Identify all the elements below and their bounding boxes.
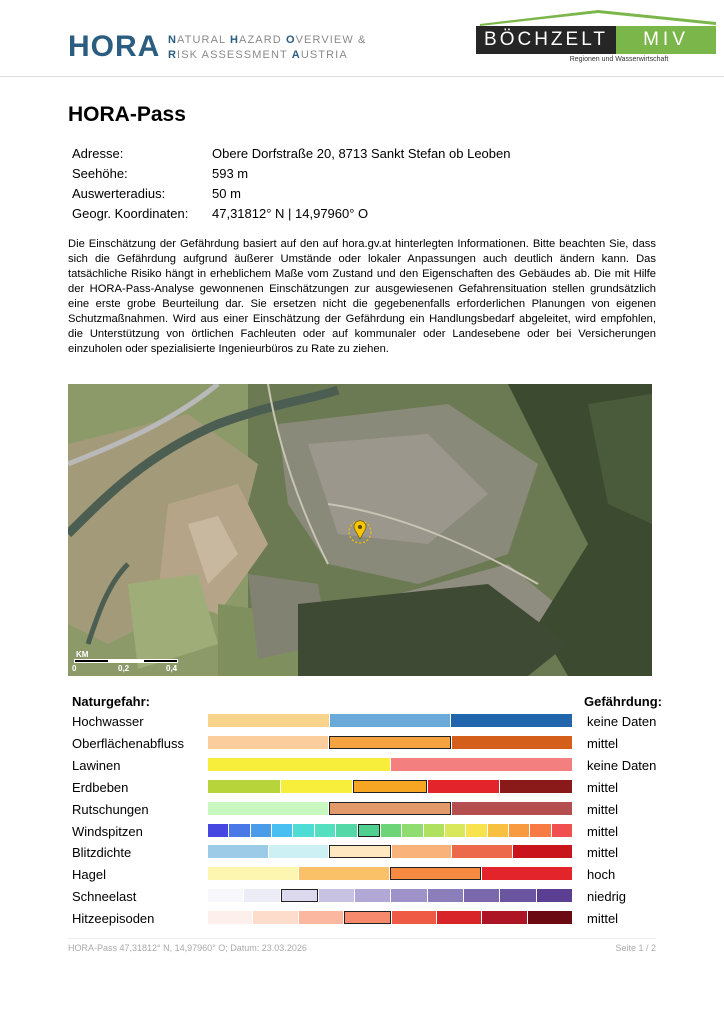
header-divider	[0, 76, 724, 77]
hazard-name: Hitzeepisoden	[72, 911, 155, 927]
hazard-scale-bar	[208, 780, 572, 793]
hazard-scale-segment	[402, 824, 422, 837]
hazard-level: mittel	[587, 779, 619, 795]
map-scale-bar	[74, 659, 178, 663]
hazard-scale-segment	[208, 845, 268, 858]
hazard-scale-segment	[528, 911, 572, 924]
hazard-name: Windspitzen	[72, 823, 143, 839]
page-title: HORA-Pass	[68, 103, 186, 126]
hazard-name: Schneelast	[72, 889, 137, 905]
hazard-scale-segment	[537, 889, 572, 902]
hazard-scale-segment	[244, 889, 279, 902]
hora-subtitle-part: USTRIA	[300, 49, 348, 61]
hazard-scale-segment	[208, 736, 328, 749]
disclaimer-text: Die Einschätzung der Gefährdung basiert auf den auf hora.gv.at hinterlegten Informationen. Bitte beachten Sie, dass sich die Gefährdung aufgrund äußerer Umstände oder lokaler Anpassungen auch deutlich ändern kann. Das tatsächliche Risiko hängt in erheblichem Maße vom Zustand und den Eigenschaften des Gebäudes ab. Die mit Hilfe der HORA-Pass-Analyse gewonnenen Einschätzungen zur ausgewiesenen Gefahrensituation stellen grundsätzlich eine erste grobe Beurteilung dar. Sie ersetzen nicht die gegebenenfalls erforderlichen Planungen von eigenen Schutzmaßnahmen. Wird aus einer Einschätzung der Gefährdung ein Handlungsbedarf abgeleitet, wird empfohlen, die Unterstützung von örtlichen Fachleuten oder auf kommunaler oder Landesebene oder bei Versicherungen einzuholen oder spezialisierte Ingenieurbüros zu Rate zu ziehen.	[68, 238, 656, 355]
hazard-scale-segment	[466, 824, 486, 837]
hora-subtitle-part: VERVIEW &	[295, 34, 367, 46]
hazard-level: mittel	[587, 823, 619, 839]
hazard-scale-segment	[391, 889, 426, 902]
hazard-level: hoch	[587, 867, 616, 883]
hora-subtitle-part: N	[168, 34, 178, 46]
hazard-scale-segment-selected	[390, 867, 482, 880]
hazard-scale-segment	[319, 889, 354, 902]
hora-subtitle-part: ATURAL	[177, 34, 230, 46]
hazard-name: Oberflächenabfluss	[72, 735, 185, 751]
hazard-scale-bar	[208, 867, 572, 880]
hazard-scale-segment-selected	[281, 889, 318, 902]
hazard-level: keine Daten	[587, 714, 657, 729]
partner-logo	[474, 8, 718, 70]
hora-subtitle-line1	[168, 33, 366, 48]
info-value-coordinates: 47,31812° N | 14,97960° O	[212, 206, 369, 221]
hazard-scale-segment	[208, 802, 328, 815]
roof-icon	[480, 8, 716, 26]
hazard-scale-segment	[251, 824, 271, 837]
hazard-scale-segment	[381, 824, 401, 837]
hazard-header-left: Naturgefahr:	[72, 694, 151, 709]
hazard-name: Blitzdichte	[72, 845, 132, 861]
hazard-scale-segment	[315, 824, 335, 837]
hazard-scale-bar	[208, 802, 572, 815]
hazard-scale-segment-selected	[353, 780, 427, 793]
hazard-scale-bar	[208, 758, 572, 771]
hazard-scale-segment	[452, 736, 572, 749]
hazard-level: mittel	[587, 735, 619, 751]
hazard-scale-bar	[208, 911, 572, 924]
hora-subtitle-part: O	[285, 34, 296, 46]
footer-divider	[68, 938, 656, 939]
hazard-scale-segment-selected	[329, 845, 391, 858]
hazard-scale-bar	[208, 714, 572, 727]
hazard-scale-segment	[336, 824, 356, 837]
info-key-radius: Auswerteradius:	[72, 186, 166, 201]
hazard-scale-bar	[208, 824, 572, 837]
hazard-scale-segment	[299, 911, 343, 924]
footer-page-number: Seite 1 / 2	[615, 943, 656, 953]
hazard-scale-segment	[330, 714, 451, 727]
partner-name-right: MIV	[616, 26, 716, 54]
hora-subtitle-part: AZARD	[239, 34, 286, 46]
info-key-address: Adresse:	[72, 146, 124, 161]
hazard-name: Erdbeben	[72, 779, 129, 795]
satellite-map[interactable]	[68, 384, 652, 676]
hazard-scale-segment	[392, 911, 436, 924]
hazard-scale-segment	[552, 824, 572, 837]
hazard-scale-segment	[299, 867, 389, 880]
hazard-scale-segment	[208, 911, 252, 924]
map-scale-tick-1: 0,2	[118, 664, 130, 673]
hazard-scale-segment	[269, 845, 329, 858]
info-value-elevation: 593 m	[212, 166, 249, 181]
partner-name-left: BÖCHZELT	[476, 26, 616, 54]
hora-subtitle-part: R	[168, 49, 178, 61]
hazard-scale-bar	[208, 736, 572, 749]
hora-subtitle-part: ISK ASSESSMENT	[177, 49, 292, 61]
hazard-level: niedrig	[587, 889, 627, 905]
hazard-level: mittel	[587, 801, 619, 817]
hazard-scale-segment	[208, 780, 280, 793]
hazard-name: Lawinen	[72, 757, 121, 773]
hazard-scale-segment	[208, 758, 390, 771]
hazard-scale-segment	[428, 780, 500, 793]
hazard-scale-segment	[208, 714, 329, 727]
hazard-scale-segment-selected	[358, 824, 380, 837]
hazard-scale-segment	[488, 824, 508, 837]
hora-logo: HORA	[68, 30, 161, 63]
hazard-scale-segment	[208, 889, 243, 902]
hazard-scale-segment-selected	[344, 911, 390, 924]
hazard-scale-segment	[424, 824, 444, 837]
hazard-scale-segment	[482, 867, 572, 880]
hazard-scale-segment	[253, 911, 297, 924]
hazard-scale-segment	[500, 889, 535, 902]
partner-tagline: Regionen und Wasserwirtschaft	[569, 56, 669, 63]
hora-subtitle-part: A	[291, 49, 301, 61]
hazard-scale-segment	[509, 824, 529, 837]
hazard-scale-segment	[391, 758, 573, 771]
hazard-scale-segment	[229, 824, 249, 837]
hazard-scale-segment-selected	[329, 736, 451, 749]
hazard-scale-segment	[500, 780, 572, 793]
hazard-scale-segment	[482, 911, 526, 924]
hazard-scale-bar	[208, 845, 572, 858]
info-key-coordinates: Geogr. Koordinaten:	[72, 206, 189, 221]
hazard-scale-segment	[437, 911, 481, 924]
hazard-header-right: Gefährdung:	[584, 694, 662, 709]
hazard-scale-segment	[281, 780, 353, 793]
hora-subtitle-part: H	[229, 34, 240, 46]
hazard-scale-segment	[208, 824, 228, 837]
hazard-level: keine Daten	[587, 757, 657, 773]
hazard-name: Hochwasser	[72, 714, 144, 729]
hazard-name: Rutschungen	[72, 801, 149, 817]
hazard-scale-segment	[452, 845, 512, 858]
hora-subtitle	[168, 33, 366, 63]
map-scale-tick-2: 0,4	[166, 664, 178, 673]
hazard-scale-segment	[530, 824, 550, 837]
hazard-name: Hagel	[72, 867, 106, 883]
hazard-scale-segment-selected	[329, 802, 451, 815]
hazard-scale-segment	[452, 802, 572, 815]
hazard-scale-bar	[208, 889, 572, 902]
hora-subtitle-line2	[168, 48, 366, 63]
hazard-level: mittel	[587, 845, 619, 861]
hazard-scale-segment	[464, 889, 499, 902]
hazard-scale-segment	[208, 867, 298, 880]
hazard-level: mittel	[587, 911, 619, 927]
info-key-elevation: Seehöhe:	[72, 166, 128, 181]
hazard-scale-segment	[445, 824, 465, 837]
map-scale-tick-0: 0	[72, 664, 77, 673]
hazard-scale-segment	[451, 714, 572, 727]
map-image	[68, 384, 652, 676]
map-scale-unit: KM	[76, 650, 89, 659]
hazard-scale-segment	[428, 889, 463, 902]
footer-left: HORA-Pass 47,31812° N, 14,97960° O; Datum: 23.03.2026	[68, 943, 307, 953]
hazard-scale-segment	[272, 824, 292, 837]
hazard-scale-segment	[392, 845, 452, 858]
info-value-radius: 50 m	[212, 186, 241, 201]
info-value-address: Obere Dorfstraße 20, 8713 Sankt Stefan ob Leoben	[212, 146, 511, 161]
hazard-scale-segment	[355, 889, 390, 902]
hazard-scale-segment	[513, 845, 573, 858]
hazard-scale-segment	[293, 824, 313, 837]
